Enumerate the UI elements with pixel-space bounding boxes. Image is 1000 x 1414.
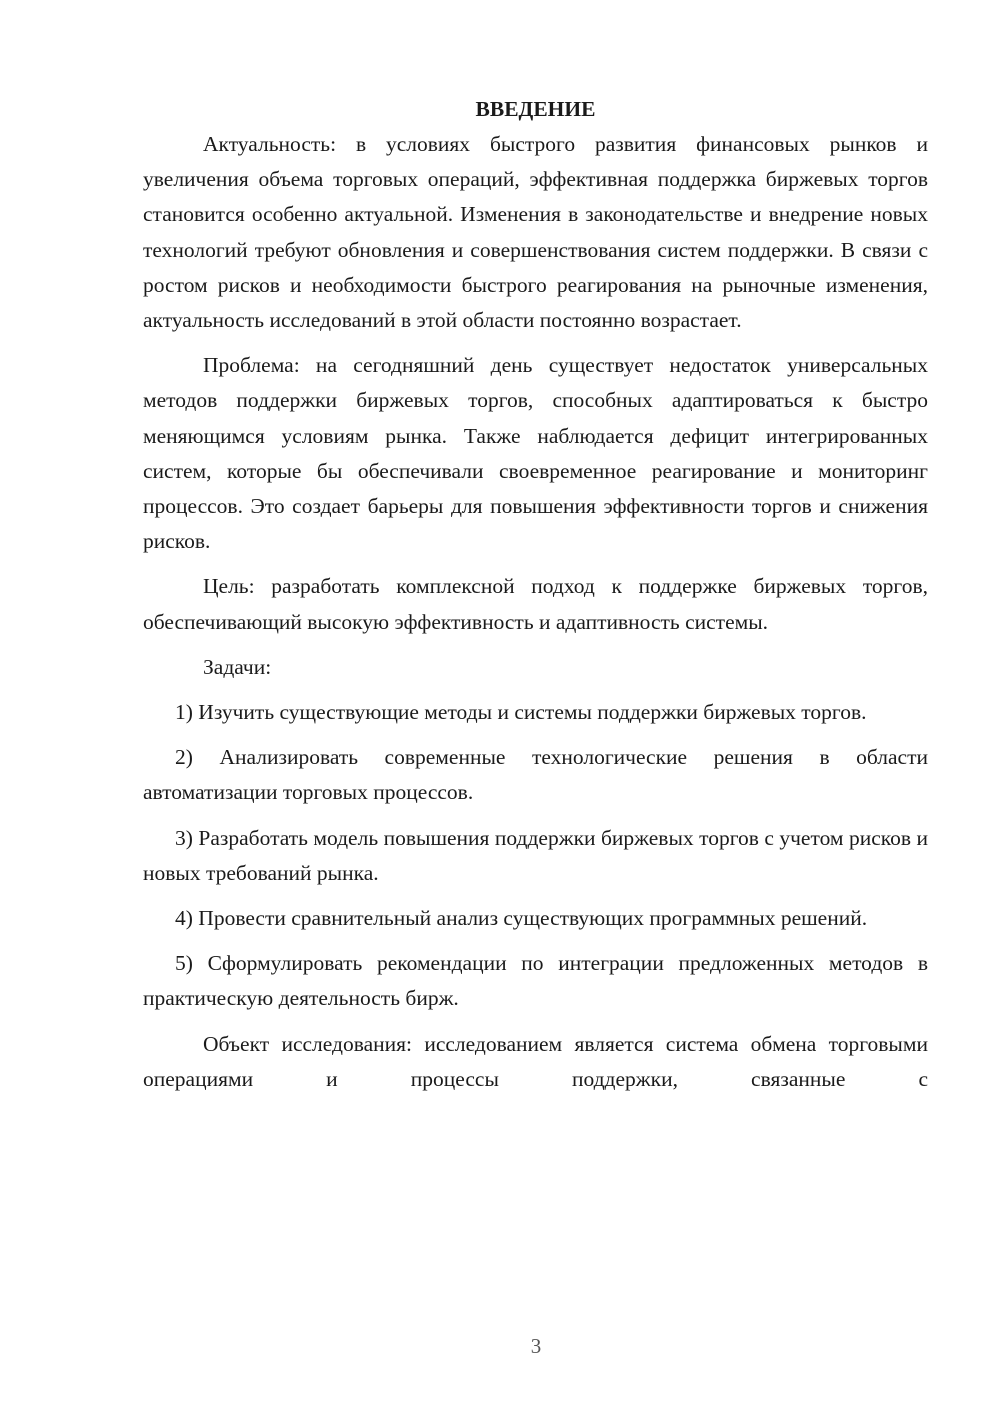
task-item — [143, 695, 928, 730]
task-number: 2) — [175, 745, 193, 770]
task-number: 5) — [175, 951, 193, 976]
task-text: Разработать модель повышения поддержки биржевых торгов с учетом рисков и новых требований рынка. — [143, 825, 928, 885]
problem-paragraph: Проблема: на сегодняшний день существует недостаток универсальных методов поддержки биржевых торгов, способных адаптироваться к быстро меняющимся условиям рынка. Также наблюдается дефицит интегрированных систем, которые бы обеспечивали своевременное реагирование и мониторинг процессов. Это создает барьеры для повышения эффективности торгов и снижения рисков. — [143, 353, 928, 554]
task-text: Изучить существующие методы и системы поддержки биржевых торгов. — [198, 700, 867, 725]
task-number: 1) — [175, 700, 193, 725]
page-title: ВВЕДЕНИЕ — [475, 97, 596, 121]
task-text: Сформулировать рекомендации по интеграции предложенных методов в практическую деятельность бирж. — [143, 951, 929, 1011]
task-number: 3) — [175, 825, 193, 850]
task-item — [143, 946, 928, 1016]
tasks-heading: Задачи: — [203, 654, 272, 679]
task-number: 4) — [175, 906, 193, 931]
task-item — [143, 821, 928, 891]
goal-paragraph: Цель: разработать комплексной подход к поддержке биржевых торгов, обеспечивающий высокую эффективность и адаптивность системы. — [143, 574, 928, 634]
task-text: Провести сравнительный анализ существующих программных решений. — [198, 906, 868, 931]
task-text: Анализировать современные технологические решения в области автоматизации торговых процессов. — [143, 745, 928, 805]
task-item — [143, 740, 928, 810]
relevance-paragraph: Актуальность: в условиях быстрого развития финансовых рынков и увеличения объема торговых операций, эффективная поддержка биржевых торгов становится особенно актуальной. Изменения в законодательстве и внедрение новых технологий требуют обновления и совершенствования систем поддержки. В связи с ростом рисков и необходимости быстрого реагирования на рыночные изменения, актуальность исследований в этой области постоянно возрастает. — [143, 132, 928, 333]
page-number: 3 — [530, 1334, 542, 1358]
task-item — [143, 901, 928, 936]
object-paragraph: Объект исследования: исследованием является система обмена торговыми операциями и процессы поддержки, связанные с — [143, 1031, 928, 1091]
document-page — [143, 92, 928, 1097]
